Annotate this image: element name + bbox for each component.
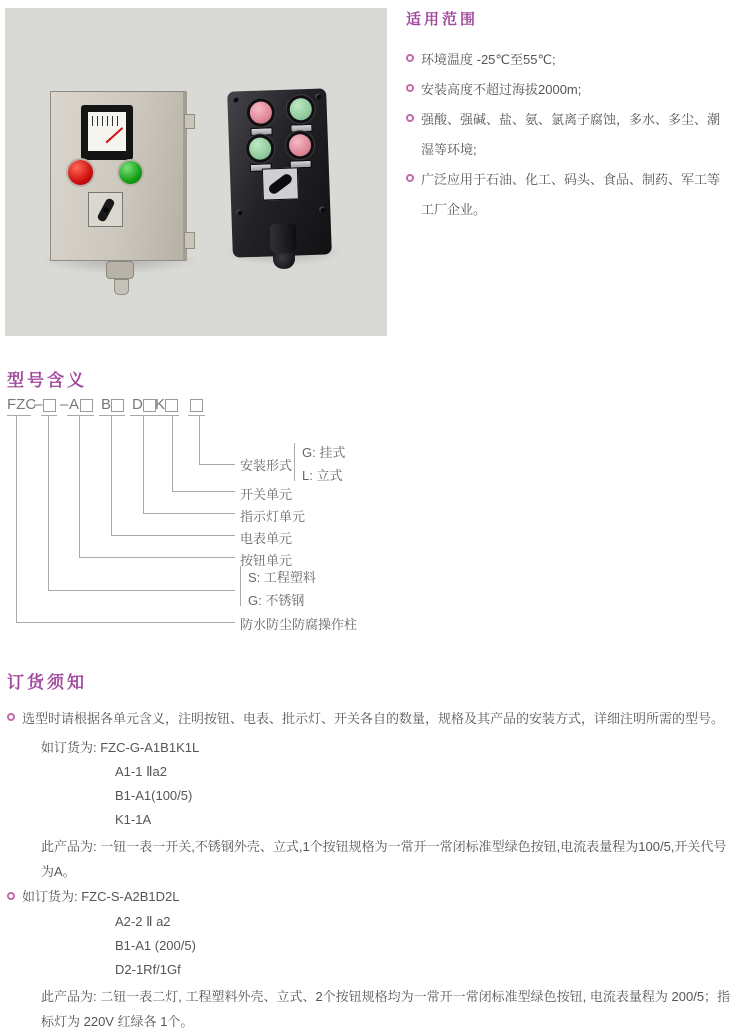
diagram-tick bbox=[7, 415, 31, 416]
mounting-ear-top bbox=[184, 114, 195, 129]
red-pushbutton bbox=[68, 160, 93, 185]
list-item-text: 广泛应用于石油、化工、码头、食品、制药、军工等工厂企业。 bbox=[421, 172, 721, 217]
pink-pushbutton bbox=[250, 101, 273, 124]
ordering-intro-text: 选型时请根据各单元含义，注明按钮、电表、批示灯、开关各自的数量，规格及其产品的安装方式，详细注明所需的型号。 bbox=[22, 711, 725, 726]
diagram-line bbox=[79, 415, 80, 557]
diagram-line bbox=[48, 415, 49, 590]
bullet-ring-icon bbox=[406, 114, 414, 122]
list-item bbox=[406, 105, 732, 165]
order-example-line bbox=[7, 887, 735, 907]
label-product-base: 防水防尘防腐操作柱 bbox=[240, 617, 358, 632]
panel-meter bbox=[81, 105, 133, 160]
pink-pushbutton bbox=[289, 134, 312, 157]
diagram-line bbox=[199, 415, 200, 464]
model-meaning-section bbox=[7, 366, 732, 661]
diagram-divider bbox=[240, 566, 241, 606]
order-example-text: 如订货为: FZC-S-A2B1D2L bbox=[22, 889, 180, 904]
model-code-box bbox=[165, 399, 178, 412]
diagram-line bbox=[172, 415, 173, 491]
model-code-prefix: FZC bbox=[7, 396, 37, 413]
model-code-box bbox=[43, 399, 56, 412]
label-indicator-unit: 指示灯单元 bbox=[240, 509, 306, 524]
model-code-letter-b: B bbox=[101, 396, 112, 413]
diagram-line bbox=[79, 557, 235, 558]
label-install-form: 安装形式 bbox=[240, 458, 293, 473]
list-item bbox=[406, 165, 732, 225]
corner-screw bbox=[232, 96, 238, 102]
diagram-tick bbox=[99, 415, 125, 416]
cable-gland bbox=[270, 223, 297, 254]
model-code-letter-k: K bbox=[155, 396, 166, 413]
model-code-box bbox=[80, 399, 93, 412]
black-control-station bbox=[227, 88, 332, 257]
ordering-notes-section bbox=[7, 668, 735, 1034]
label-form-option-g: G: 挂式 bbox=[302, 445, 346, 460]
bullet-ring-icon bbox=[7, 892, 15, 900]
application-range-section bbox=[406, 8, 732, 225]
section-title: 型号含义 bbox=[7, 371, 87, 390]
green-pushbutton bbox=[119, 161, 142, 184]
diagram-tick bbox=[188, 415, 205, 416]
bullet-ring-icon bbox=[7, 713, 15, 721]
label-material-s: S: 工程塑料 bbox=[248, 570, 316, 585]
rotary-center-dot bbox=[103, 207, 108, 212]
order-description: 此产品为: 一钮一表一开关,不锈钢外壳、立式,1个按钮规格为一常开一常闭标准型绿色按钮,电流表量程为100/5,开关代号为A。 bbox=[41, 839, 727, 879]
label-material-g: G: 不锈钢 bbox=[248, 593, 305, 608]
corner-screw bbox=[236, 209, 242, 215]
bullet-ring-icon bbox=[406, 84, 414, 92]
corner-screw bbox=[315, 93, 321, 99]
button-label-plate bbox=[290, 124, 312, 133]
order-code-line: B1-A1 (200/5) bbox=[115, 938, 196, 953]
button-label-plate bbox=[250, 127, 272, 136]
section-title: 订货须知 bbox=[7, 673, 87, 692]
stainless-control-station bbox=[50, 91, 187, 261]
order-description: 此产品为: 二钮一表二灯, 工程塑料外壳、立式、2个按钮规格均为一常开一常闭标准型绿色按钮, 电流表量程为 200/5；指标灯为 220V 红绿各 1个。 bbox=[41, 989, 731, 1029]
list-item bbox=[406, 75, 732, 105]
corner-screw bbox=[319, 206, 325, 212]
diagram-tick bbox=[153, 415, 179, 416]
order-example-line: 如订货为: FZC-G-A1B1K1L bbox=[41, 740, 200, 755]
order-code-line: B1-A1(100/5) bbox=[115, 788, 193, 803]
ordering-intro bbox=[7, 708, 735, 729]
bullet-ring-icon bbox=[406, 174, 414, 182]
diagram-line bbox=[111, 415, 112, 535]
label-switch-unit: 开关单元 bbox=[240, 487, 293, 502]
model-code-box bbox=[111, 399, 124, 412]
label-form-option-l: L: 立式 bbox=[302, 468, 343, 483]
diagram-tick bbox=[67, 415, 94, 416]
list-item bbox=[406, 45, 732, 75]
order-code-line: A1-1 Ⅱa2 bbox=[115, 764, 167, 779]
diagram-line bbox=[143, 415, 144, 513]
green-pushbutton bbox=[289, 98, 312, 121]
diagram-line bbox=[172, 491, 235, 492]
label-button-unit: 按钮单元 bbox=[240, 553, 293, 568]
order-code-line: A2-2 Ⅱ a2 bbox=[115, 914, 171, 929]
order-code-line: K1-1A bbox=[115, 812, 152, 827]
model-code-box bbox=[190, 399, 203, 412]
diagram-divider bbox=[294, 443, 295, 481]
diagram-line bbox=[16, 415, 17, 622]
meter-scale bbox=[92, 116, 122, 126]
list-item-text: 强酸、强碱、盐、氨、氯离子腐蚀，多水、多尘、潮湿等环境; bbox=[421, 112, 721, 157]
model-code-letter-a: A bbox=[69, 396, 80, 413]
model-code-dash: – bbox=[60, 396, 69, 413]
list-item-text: 安装高度不超过海拔2000m; bbox=[421, 82, 582, 97]
diagram-line bbox=[199, 464, 235, 465]
diagram-line bbox=[111, 535, 235, 536]
section-title: 适用范围 bbox=[406, 11, 479, 28]
order-code-line: D2-1Rf/1Gf bbox=[115, 962, 181, 977]
label-meter-unit: 电表单元 bbox=[240, 531, 293, 546]
list-item-text: 环境温度 -25℃至55℃; bbox=[421, 52, 556, 67]
mounting-ear-bottom bbox=[184, 232, 195, 249]
model-code-letter-d: D bbox=[132, 396, 143, 413]
bullet-ring-icon bbox=[406, 54, 414, 62]
rotary-switch bbox=[88, 192, 123, 227]
rotary-switch bbox=[262, 167, 299, 200]
cable-gland bbox=[106, 261, 134, 279]
diagram-line bbox=[143, 513, 235, 514]
green-pushbutton bbox=[249, 137, 272, 160]
diagram-line bbox=[48, 590, 235, 591]
rotary-knob bbox=[267, 172, 294, 196]
diagram-tick bbox=[41, 415, 57, 416]
product-photo bbox=[5, 8, 387, 336]
model-code-dash: – bbox=[34, 396, 43, 413]
meter-needle bbox=[106, 127, 124, 143]
meter-face bbox=[88, 112, 126, 151]
diagram-line bbox=[16, 622, 235, 623]
